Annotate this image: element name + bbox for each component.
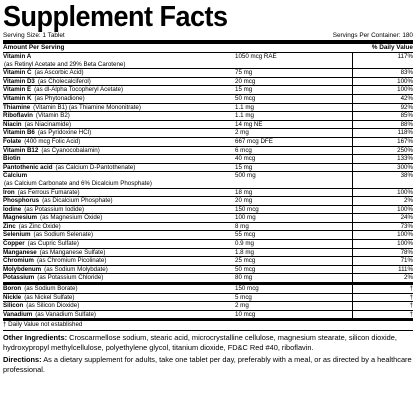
serving-info xyxy=(3,32,413,40)
nutrient-name: Folate xyxy=(3,137,22,145)
nutrient-daily-value: 88% xyxy=(400,120,413,128)
nutrient-name: Biotin xyxy=(3,155,21,163)
nutrient-row xyxy=(3,197,413,206)
nutrient-name-cell xyxy=(3,206,233,214)
nutrient-row xyxy=(3,274,413,283)
nutrient-source: (Vitamin B1) (as Thiamine Mononitrate) xyxy=(33,103,141,111)
nutrient-row xyxy=(3,189,413,198)
nutrient-row xyxy=(3,155,413,164)
header-dv: % Daily Value xyxy=(371,44,413,51)
nutrient-name: Chromium xyxy=(3,257,34,265)
nutrient-amount: 667 mcg DFE xyxy=(233,138,353,146)
nutrient-name: Magnesium xyxy=(3,214,38,222)
nutrient-row xyxy=(3,95,413,104)
nutrient-name-cell xyxy=(3,294,233,302)
nutrient-source: (as Cholecalciferol) xyxy=(37,77,91,85)
nutrient-source: (as Pyridoxine HCl) xyxy=(37,129,92,137)
nutrient-amount: 8 mg xyxy=(233,223,353,231)
nutrient-source: (as Potassium Iodide) xyxy=(24,205,85,213)
nutrient-name: Vitamin B6 xyxy=(3,129,35,137)
nutrient-name-cell xyxy=(3,285,233,293)
nutrient-row xyxy=(3,53,413,69)
nutrient-name: Vitamin E xyxy=(3,86,32,94)
nutrient-name: Vitamin K xyxy=(3,94,32,102)
nutrient-amount: 1050 mcg RAE xyxy=(233,53,353,68)
nutrient-row xyxy=(3,214,413,223)
nutrient-row xyxy=(3,86,413,95)
nutrient-name: Riboflavin xyxy=(3,112,33,120)
other-ingredients-text: Croscarmellose sodium, stearic acid, microcrystalline cellulose, magnesium stearate, silicon dioxide, hydroxypropyl methylcellulose, polyethylene glycol, titanium dioxide, FD&C Red #40, riboflavin. xyxy=(3,333,397,353)
nutrient-row xyxy=(3,112,413,121)
nutrient-name-cell xyxy=(3,155,233,163)
nutrient-row xyxy=(3,172,413,188)
other-ingredients-label: Other Ingredients: xyxy=(3,333,68,343)
nutrient-row xyxy=(3,311,413,320)
nutrient-name-cell xyxy=(3,86,233,94)
nutrient-source: (as Cupric Sulfate) xyxy=(27,240,79,248)
nutrient-daily-value: 38% xyxy=(400,172,413,180)
nutrient-name-cell xyxy=(3,129,233,137)
nutrient-source: (as Sodium Selenate) xyxy=(33,231,94,239)
nutrient-row xyxy=(3,69,413,78)
nutrient-source: (as Cyanocobalamin) xyxy=(41,146,100,154)
nutrient-source: (as Niacinamide) xyxy=(24,120,71,128)
nutrient-amount: 75 mg xyxy=(233,69,353,77)
nutrient-row xyxy=(3,121,413,130)
nutrient-name: Vitamin B12 xyxy=(3,146,39,154)
nutrient-source-line2: (as Calcium Carbonate and 6% Dicalcium Phosphate) xyxy=(4,179,152,187)
nutrient-name-cell xyxy=(3,257,233,265)
nutrient-source: (400 mcg Folic Acid) xyxy=(24,137,81,145)
nutrient-list xyxy=(3,53,413,283)
nutrient-daily-value: 117% xyxy=(397,53,413,60)
nutrient-amount: 0.9 mg xyxy=(233,240,353,248)
nutrient-row xyxy=(3,147,413,156)
nutrient-amount: 1.1 mg xyxy=(233,112,353,120)
servings-per-container: Servings Per Container: 180 xyxy=(332,32,413,39)
other-ingredients xyxy=(3,333,413,353)
nutrient-source: (as Magnesium Oxide) xyxy=(40,214,103,222)
nutrient-daily-value: 118% xyxy=(397,129,413,137)
nutrient-amount: 150 mcg xyxy=(233,206,353,214)
nutrient-amount: 14 mg NE xyxy=(233,121,353,129)
nutrient-daily-value: † xyxy=(409,285,413,293)
nutrient-amount: 15 mg xyxy=(233,86,353,94)
nutrient-name-cell xyxy=(3,121,233,129)
nutrient-daily-value: 100% xyxy=(397,86,413,94)
nutrient-daily-value: 42% xyxy=(400,94,413,102)
nutrient-name-cell xyxy=(3,214,233,222)
nutrient-name-cell xyxy=(3,249,233,257)
nutrient-name-cell xyxy=(3,95,233,103)
header-amount: Amount Per Serving xyxy=(3,44,65,51)
directions-text: As a dietary supplement for adults, take one tablet per day, preferably with a meal, or as directed by a healthcare professional. xyxy=(3,355,412,375)
nutrient-name: Manganese xyxy=(3,248,37,256)
nutrient-source: (as Sodium Molybdate) xyxy=(44,265,108,273)
nutrient-source: (as Nickel Sulfate) xyxy=(24,293,75,301)
nutrient-name: Silicon xyxy=(3,302,24,310)
nutrient-source: (as dl-Alpha Tocopheryl Acetate) xyxy=(34,86,124,94)
nutrient-amount: 50 mcg xyxy=(233,95,353,103)
nutrient-daily-value: 133% xyxy=(397,155,413,163)
nutrient-name-cell xyxy=(3,138,233,146)
nutrient-row xyxy=(3,138,413,147)
nutrient-row xyxy=(3,164,413,173)
nutrient-name: Copper xyxy=(3,240,25,248)
nutrient-name-cell xyxy=(3,223,233,231)
nutrient-name: Vitamin C xyxy=(3,69,32,77)
nutrient-source: (as Dicalcium Phosphate) xyxy=(42,197,113,205)
nutrient-name-cell xyxy=(3,302,233,310)
footnote: † Daily Value not established xyxy=(3,321,413,331)
nutrient-row xyxy=(3,285,413,294)
nutrient-name: Boron xyxy=(3,285,22,293)
nutrient-name-cell xyxy=(3,78,233,86)
nutrient-row xyxy=(3,223,413,232)
directions-label: Directions: xyxy=(3,355,42,365)
nutrient-amount: 55 mcg xyxy=(233,231,353,239)
supplement-facts-panel xyxy=(3,0,413,375)
nutrient-amount: 20 mg xyxy=(233,197,353,205)
nutrient-name: Thiamine xyxy=(3,103,31,111)
nutrient-daily-value: 2% xyxy=(404,274,413,282)
nutrient-daily-value: 100% xyxy=(397,240,413,248)
nutrient-daily-value: 100% xyxy=(397,205,413,213)
nutrient-amount: 10 mcg xyxy=(233,311,353,319)
nutrient-source-line2: (as Retinyl Acetate and 29% Beta Carotene) xyxy=(4,60,126,68)
nutrient-name: Calcium xyxy=(3,172,28,180)
nutrient-name: Potassium xyxy=(3,274,35,282)
nutrient-name-cell xyxy=(3,164,233,172)
nutrient-source: (as Sodium Borate) xyxy=(24,285,78,293)
nutrient-amount: 25 mcg xyxy=(233,257,353,265)
nutrient-daily-value: 111% xyxy=(398,265,413,273)
nutrient-amount: 15 mg xyxy=(233,164,353,172)
nutrient-amount: 1.1 mg xyxy=(233,104,353,112)
nutrient-name-cell xyxy=(3,189,233,197)
nutrient-row xyxy=(3,104,413,113)
nutrient-daily-value: 250% xyxy=(397,146,413,154)
nutrient-amount: 18 mg xyxy=(233,189,353,197)
nutrient-amount: 500 mg xyxy=(233,172,353,187)
nutrient-source: (Vitamin B2) xyxy=(35,112,70,120)
nutrient-daily-value: † xyxy=(409,302,413,310)
nutrient-name-cell xyxy=(3,69,233,77)
nutrient-name-cell xyxy=(3,197,233,205)
directions xyxy=(3,355,413,375)
nutrient-amount: 5 mcg xyxy=(233,294,353,302)
nutrient-name: Selenium xyxy=(3,231,31,239)
nutrient-amount: 2 mg xyxy=(233,129,353,137)
nutrient-amount: 6 mcg xyxy=(233,147,353,155)
nutrient-name-cell xyxy=(3,147,233,155)
nutrient-name: Molybdenum xyxy=(3,265,42,273)
nutrient-source: (as Manganese Sulfate) xyxy=(39,248,106,256)
nutrient-name: Iodine xyxy=(3,205,22,213)
nutrient-daily-value: 85% xyxy=(400,112,413,120)
nutrient-name-cell xyxy=(3,311,233,319)
nutrient-amount: 100 mg xyxy=(233,214,353,222)
nutrient-amount: 150 mcg xyxy=(233,285,353,293)
nutrient-source: (as Zinc Oxide) xyxy=(18,222,61,230)
nutrient-source: (as Silicon Dioxide) xyxy=(26,302,80,310)
nutrient-daily-value: 100% xyxy=(397,77,413,85)
nutrient-row xyxy=(3,266,413,275)
nutrient-name: Pantothenic acid xyxy=(3,163,53,171)
nutrient-source: (as Vanadium Sulfate) xyxy=(35,310,96,318)
nutrient-daily-value: 100% xyxy=(397,231,413,239)
nutrient-amount: 50 mcg xyxy=(233,266,353,274)
nutrient-row xyxy=(3,206,413,215)
nutrient-amount: 1.8 mg xyxy=(233,249,353,257)
nutrient-daily-value: † xyxy=(409,310,413,318)
nutrient-name: Vanadium xyxy=(3,310,33,318)
nutrient-name-cell xyxy=(3,112,233,120)
nutrient-daily-value: 71% xyxy=(400,257,413,265)
nutrient-row xyxy=(3,231,413,240)
nutrient-row xyxy=(3,240,413,249)
nutrient-name: Vitamin D3 xyxy=(3,77,35,85)
nutrient-source: (as Calcium D-Pantothenate) xyxy=(55,163,136,171)
nutrient-name-cell xyxy=(3,266,233,274)
nutrient-name-cell xyxy=(3,231,233,239)
panel-title: Supplement Facts xyxy=(3,1,228,33)
nutrient-amount: 80 mg xyxy=(233,274,353,282)
nutrient-daily-value: 2% xyxy=(404,197,413,205)
nutrient-name: Vitamin A xyxy=(3,53,32,60)
nutrient-daily-value: † xyxy=(409,293,413,301)
trace-list xyxy=(3,285,413,319)
nutrient-name-cell xyxy=(3,53,233,68)
nutrient-amount: 20 mcg xyxy=(233,78,353,86)
nutrient-row xyxy=(3,302,413,311)
nutrient-row xyxy=(3,249,413,258)
nutrient-source: (as Ascorbic Acid) xyxy=(34,69,84,77)
nutrient-source: (as Chromium Picolinate) xyxy=(36,257,107,265)
nutrient-row xyxy=(3,294,413,303)
nutrient-amount: 2 mg xyxy=(233,302,353,310)
serving-size: Serving Size: 1 Tablet xyxy=(3,32,65,39)
nutrient-row xyxy=(3,129,413,138)
nutrient-source: (as Phytonadione) xyxy=(34,94,85,102)
nutrient-row xyxy=(3,257,413,266)
nutrient-name-cell xyxy=(3,240,233,248)
nutrient-name: Zinc xyxy=(3,222,16,230)
nutrient-name-cell xyxy=(3,172,233,187)
nutrient-name: Phosphorus xyxy=(3,197,40,205)
nutrient-row xyxy=(3,78,413,87)
nutrient-daily-value: 167% xyxy=(397,137,413,145)
nutrient-daily-value: 83% xyxy=(400,69,413,77)
nutrient-daily-value: 78% xyxy=(400,248,413,256)
nutrient-name: Niacin xyxy=(3,120,22,128)
nutrient-name-cell xyxy=(3,274,233,282)
nutrient-name: Nickle xyxy=(3,293,22,301)
nutrient-daily-value: 300% xyxy=(397,163,413,171)
nutrient-name-cell xyxy=(3,104,233,112)
nutrient-amount: 40 mcg xyxy=(233,155,353,163)
nutrient-daily-value: 24% xyxy=(400,214,413,222)
nutrient-source: (as Ferrous Fumarate) xyxy=(17,188,80,196)
nutrient-name: Iron xyxy=(3,188,15,196)
nutrient-daily-value: 92% xyxy=(400,103,413,111)
nutrient-daily-value: 100% xyxy=(397,188,413,196)
nutrient-source: (as Potassium Chloride) xyxy=(37,274,104,282)
column-header xyxy=(3,44,413,53)
nutrient-daily-value: 73% xyxy=(400,222,413,230)
